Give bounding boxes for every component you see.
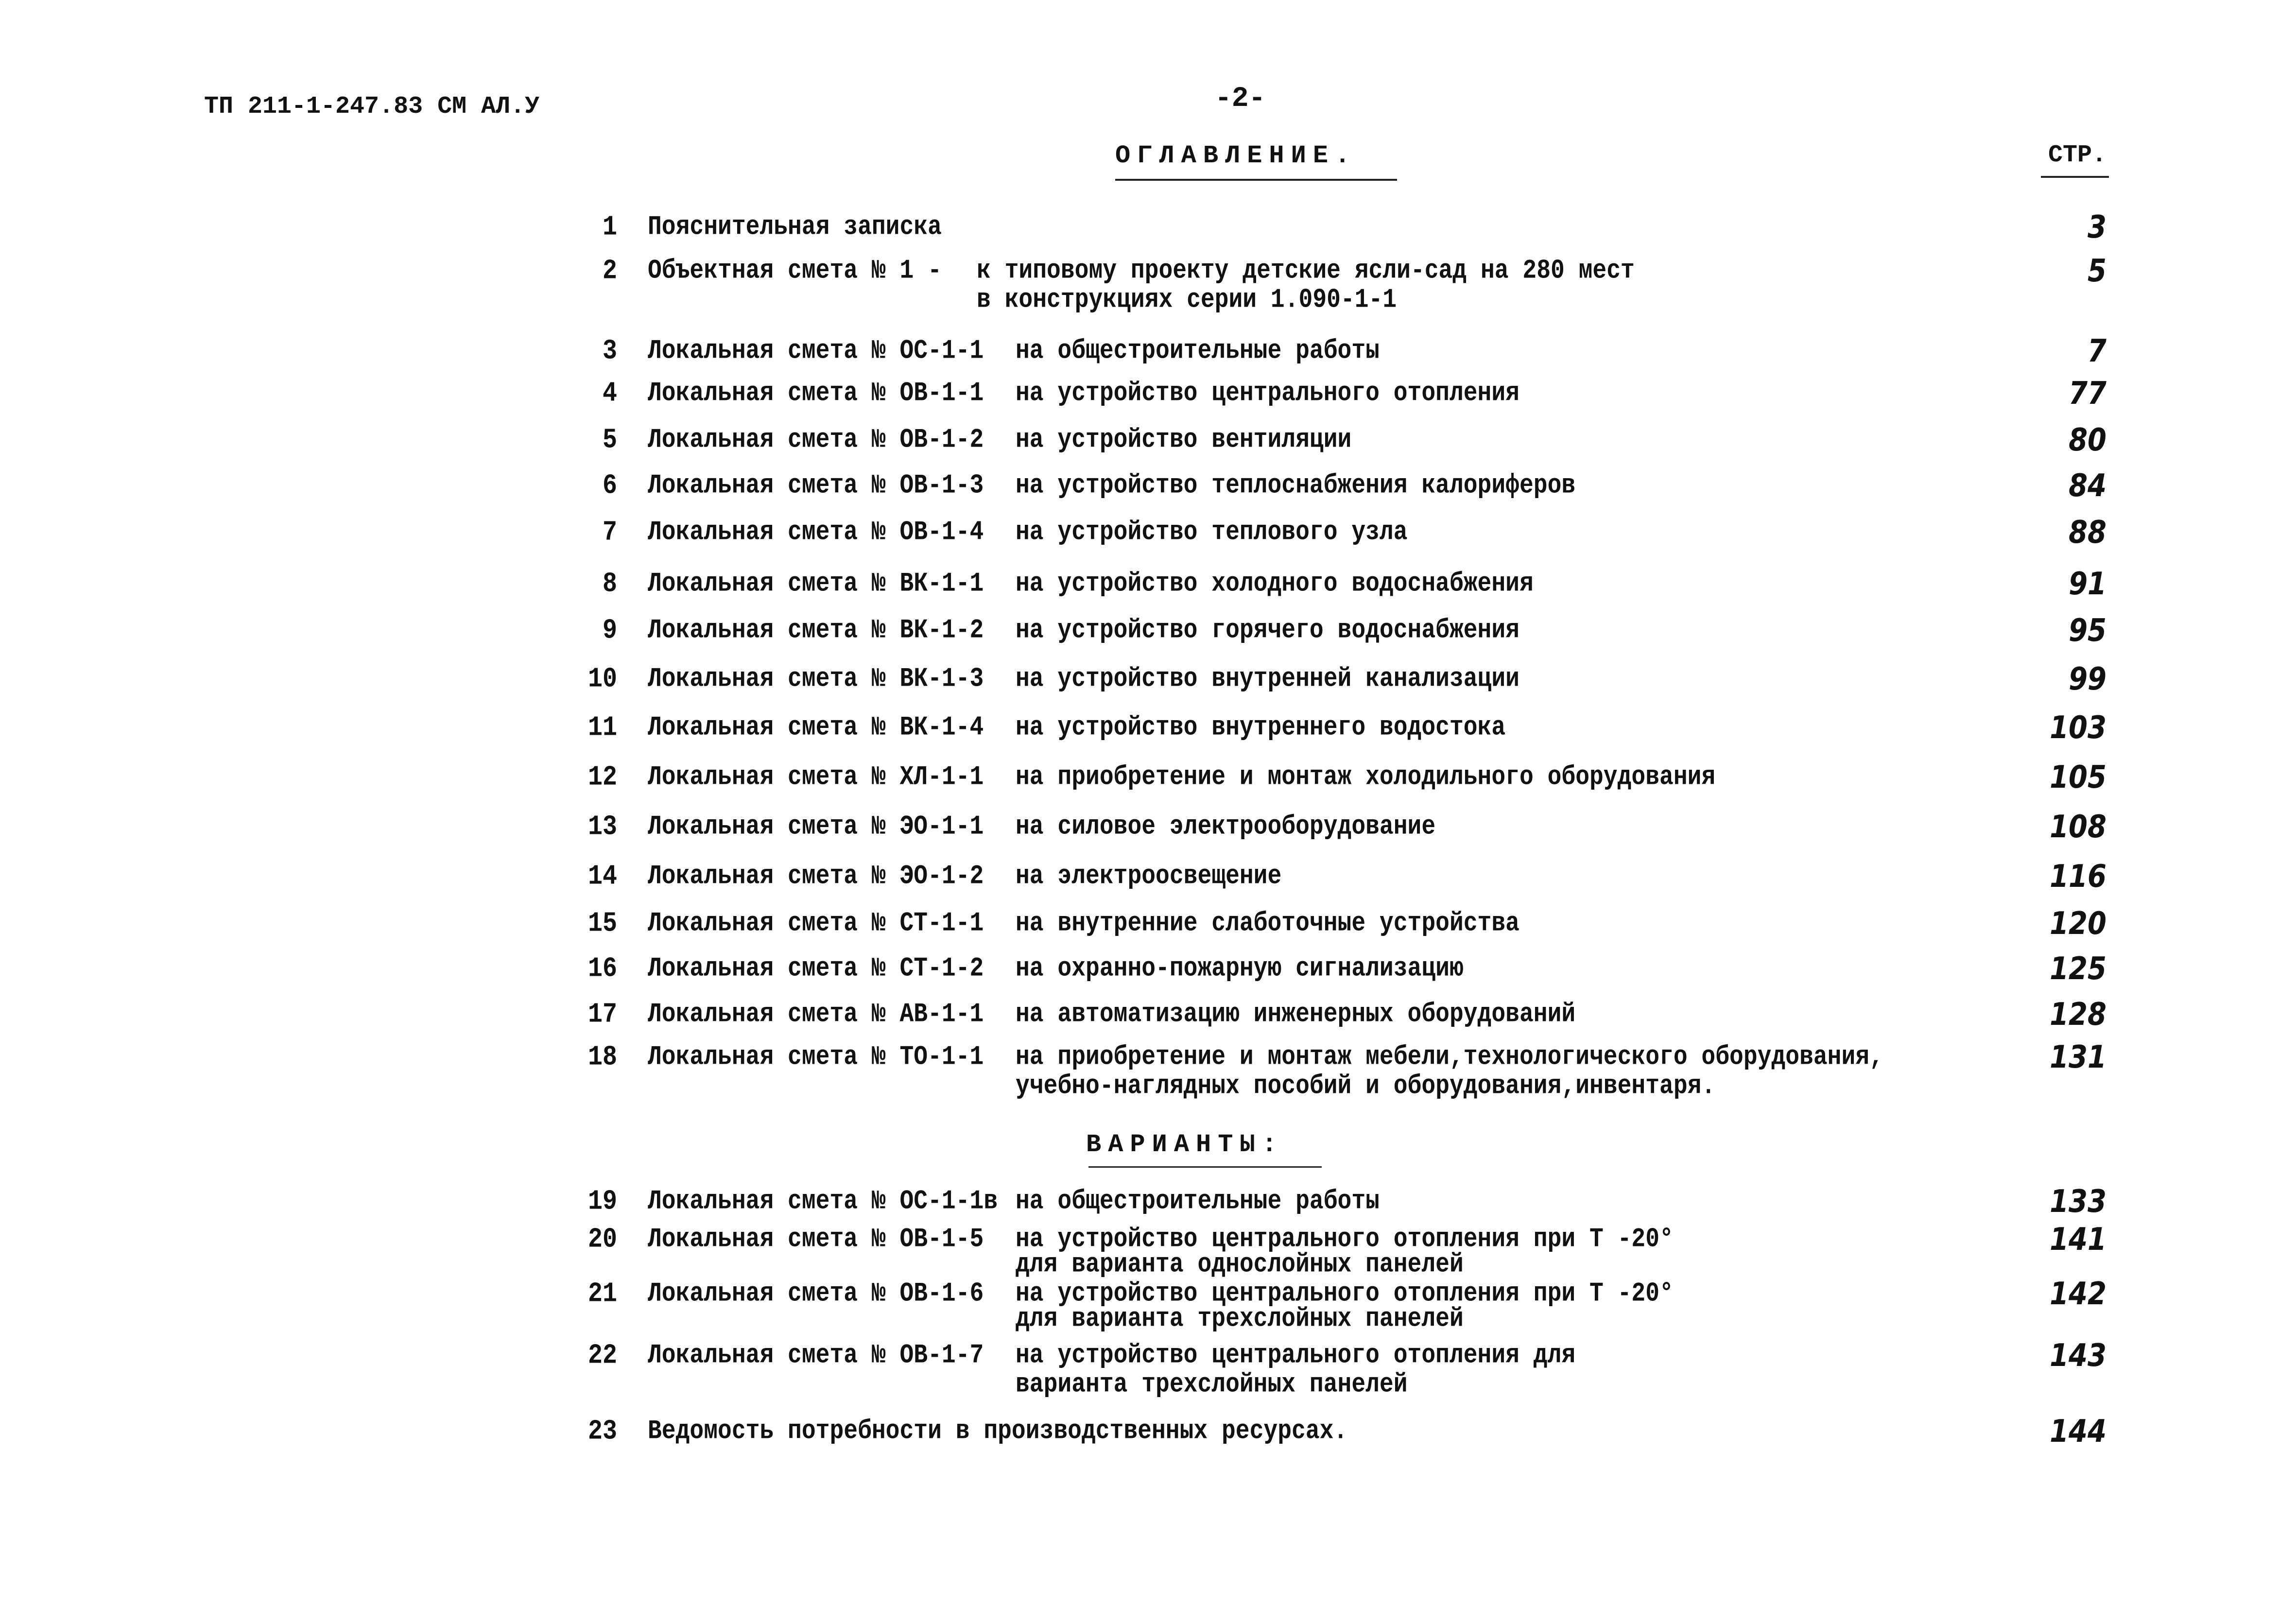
entry-description: к типовому проекту детские ясли-сад на 280 мест [977,256,1635,286]
entry-page: 120 [2050,905,2106,942]
entry-number: 7 [602,517,617,549]
entry-description: на устройство вентиляции [1016,425,1352,455]
entry-description: на устройство центрального отопления [1016,378,1519,409]
entry-number: 20 [587,1224,617,1256]
entry-description: на устройство теплоснабжения калориферов [1016,470,1576,501]
entry-number: 17 [587,999,617,1031]
entry-page: 103 [2050,709,2106,746]
entry-number: 16 [587,953,617,985]
entry-page: 131 [2050,1039,2106,1075]
entry-name: Локальная смета № ОВ-1-2 [648,425,984,455]
entry-number: 15 [587,908,617,940]
entry-page: 95 [2069,612,2106,649]
entry-name: Ведомость потребности в производственных ресурсах. [648,1416,1348,1447]
entry-name: Локальная смета № ОС-1-1 [648,336,984,366]
entry-number: 14 [587,861,617,893]
entry-number: 18 [587,1041,617,1073]
entry-page: 5 [2088,253,2106,289]
entry-page: 99 [2069,661,2106,697]
entry-name: Локальная смета № ЭО-1-2 [648,861,984,892]
entry-description: на устройство холодного водоснабжения [1016,569,1534,599]
entry-name: Локальная смета № ОВ-1-5 [648,1224,984,1255]
entry-number: 1 [602,211,617,243]
entry-page: 142 [2050,1276,2106,1312]
entry-name: Локальная смета № ОВ-1-7 [648,1340,984,1371]
entry-name: Локальная смета № СТ-1-1 [648,908,984,939]
entry-page: 77 [2069,375,2106,412]
entry-description: на силовое электрооборудование [1016,812,1436,842]
page-column-header: СТР. [2048,141,2107,169]
page-number: -2- [1215,83,1266,115]
entry-page: 116 [2050,858,2106,895]
entry-description: на устройство центрального отопления для [1016,1340,1576,1371]
entry-page: 108 [2050,809,2106,845]
entry-description: для варианта однослойных панелей [1016,1249,1464,1280]
entry-page: 7 [2088,333,2106,369]
entry-page: 91 [2069,566,2106,602]
entry-page: 143 [2050,1337,2106,1374]
variants-underline [1088,1166,1322,1168]
entry-name: Локальная смета № ОВ-1-3 [648,470,984,501]
entry-number: 10 [587,663,617,695]
entry-name: Локальная смета № ОВ-1-4 [648,517,984,548]
entry-number: 19 [587,1186,617,1218]
entry-description: на охранно-пожарную сигнализацию [1016,953,1464,984]
entry-description: для варианта трехслойных панелей [1016,1304,1464,1334]
toc-title: ОГЛАВЛЕНИЕ. [1115,141,1357,170]
entry-number: 3 [602,335,617,367]
entry-number: 13 [587,811,617,843]
entry-number: 12 [587,761,617,794]
entry-number: 11 [587,712,617,744]
entry-description: на общестроительные работы [1016,336,1380,366]
entry-number: 23 [587,1416,617,1448]
entry-page: 144 [2050,1413,2106,1450]
entry-description: в конструкциях серии 1.090-1-1 [977,285,1397,315]
entry-name: Локальная смета № ХЛ-1-1 [648,762,984,793]
entry-page: 105 [2050,759,2106,795]
entry-description: учебно-наглядных пособий и оборудования,инвентаря. [1016,1071,1716,1102]
entry-number: 9 [602,615,617,647]
entry-page: 128 [2050,996,2106,1033]
entry-page: 141 [2050,1221,2106,1258]
entry-description: на автоматизацию инженерных оборудований [1016,999,1576,1030]
entry-page: 3 [2088,209,2106,245]
entry-name: Локальная смета № ОВ-1-6 [648,1279,984,1309]
document-code: ТП 211-1-247.83 СМ АЛ.У [204,93,540,121]
entry-name: Локальная смета № ВК-1-4 [648,712,984,743]
entry-description: на устройство теплового узла [1016,517,1408,548]
entry-page: 80 [2069,422,2106,458]
entry-name: Пояснительная записка [648,212,942,242]
entry-number: 22 [587,1340,617,1372]
entry-name: Локальная смета № ЭО-1-1 [648,812,984,842]
entry-name: Локальная смета № ВК-1-3 [648,664,984,694]
entry-description: на общестроительные работы [1016,1186,1380,1217]
entry-page: 133 [2050,1183,2106,1220]
entry-name: Локальная смета № ТО-1-1 [648,1042,984,1072]
entry-number: 2 [602,255,617,287]
entry-name: Локальная смета № ВК-1-1 [648,569,984,599]
entry-number: 8 [602,568,617,600]
entry-number: 4 [602,378,617,410]
entry-page: 88 [2069,514,2106,551]
entry-description: на электроосвещение [1016,861,1282,892]
entry-page: 84 [2069,467,2106,504]
entry-description: на устройство центрального отопления при Т -20° [1016,1224,1674,1255]
entry-description: варианта трехслойных панелей [1016,1369,1408,1400]
entry-description: на устройство центрального отопления при Т -20° [1016,1279,1674,1309]
entry-number: 5 [602,424,617,456]
entry-page: 125 [2050,950,2106,987]
entry-name: Локальная смета № ОВ-1-1 [648,378,984,409]
entry-name: Локальная смета № АВ-1-1 [648,999,984,1030]
entry-number: 21 [587,1278,617,1310]
page-header-underline [2041,176,2109,178]
variants-title: ВАРИАНТЫ: [1086,1130,1284,1159]
entry-description: на устройство внутреннего водостока [1016,712,1506,743]
entry-description: на устройство внутренней канализации [1016,664,1519,694]
entry-description: на приобретение и монтаж холодильного оборудования [1016,762,1716,793]
entry-name: Объектная смета № 1 - [648,256,942,286]
entry-name: Локальная смета № ВК-1-2 [648,615,984,646]
title-underline [1115,179,1397,181]
entry-number: 6 [602,470,617,502]
entry-description: на внутренние слаботочные устройства [1016,908,1519,939]
entry-name: Локальная смета № ОС-1-1в [648,1186,998,1217]
entry-description: на приобретение и монтаж мебели,технологического оборудования, [1016,1042,1883,1072]
entry-name: Локальная смета № СТ-1-2 [648,953,984,984]
entry-description: на устройство горячего водоснабжения [1016,615,1519,646]
